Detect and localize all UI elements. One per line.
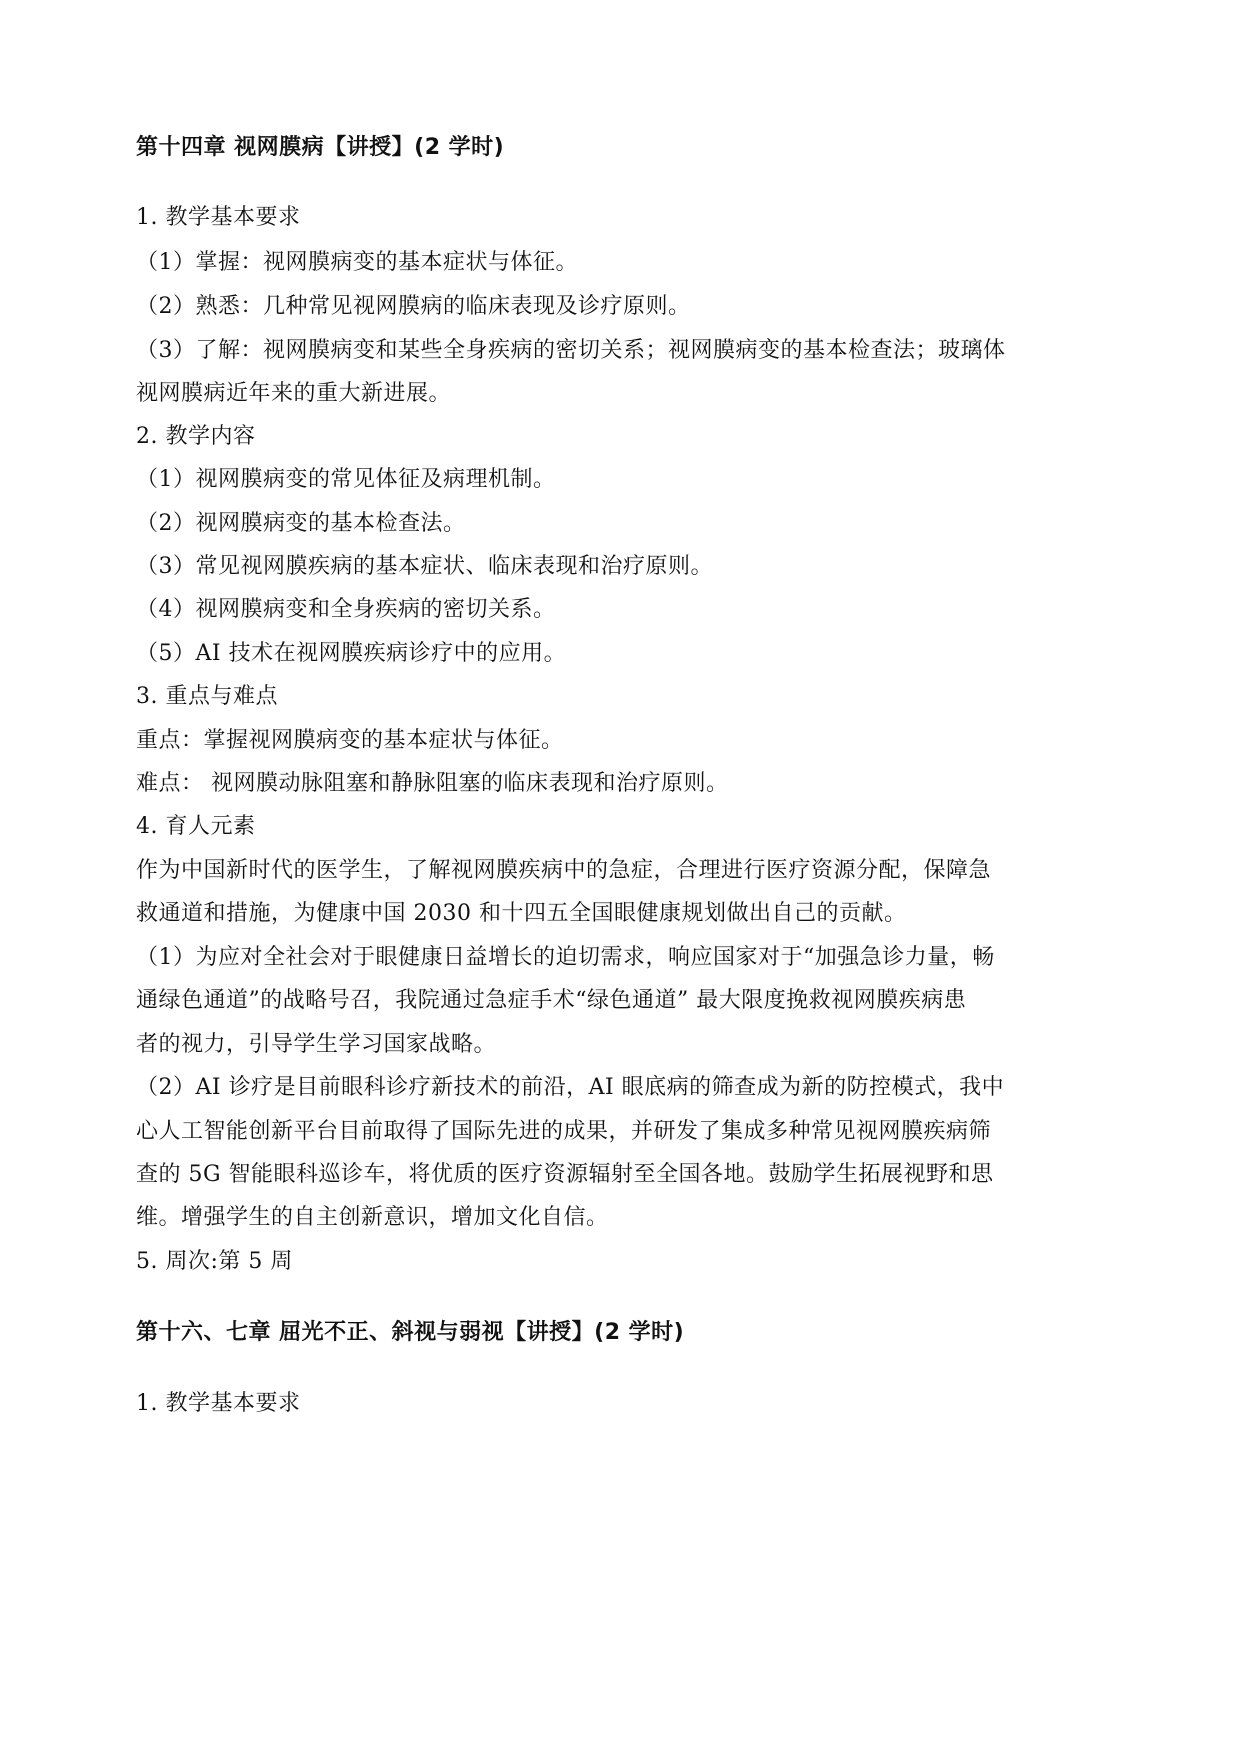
education-intro-line-2: 救通道和措施，为健康中国 2030 和十四五全国眼健康规划做出自己的贡献。 <box>136 901 907 926</box>
section-key-points-title: 3. 重点与难点 <box>136 684 278 709</box>
content-item-3: （3）常见视网膜疾病的基本症状、临床表现和治疗原则。 <box>136 554 713 579</box>
content-item-4: （4）视网膜病变和全身疾病的密切关系。 <box>136 597 556 622</box>
education-item-2-line-4: 维。增强学生的自主创新意识，增加文化自信。 <box>136 1205 609 1230</box>
key-point: 重点：掌握视网膜病变的基本症状与体征。 <box>136 728 564 753</box>
requirement-item-2: （2）熟悉：几种常见视网膜病的临床表现及诊疗原则。 <box>136 294 691 319</box>
requirement-item-3-line-1: （3）了解：视网膜病变和某些全身疾病的密切关系；视网膜病变的基本检查法；玻璃体 <box>136 338 1006 363</box>
content-item-5: （5）AI 技术在视网膜疾病诊疗中的应用。 <box>136 641 567 666</box>
content-item-2: （2）视网膜病变的基本检查法。 <box>136 511 466 536</box>
chapter-16-17-requirements-title: 1. 教学基本要求 <box>136 1391 301 1416</box>
chapter-14-title: 第十四章 视网膜病【讲授】(2 学时) <box>136 135 505 160</box>
section-education-title: 4. 育人元素 <box>136 814 256 839</box>
difficult-point: 难点： 视网膜动脉阻塞和静脉阻塞的临床表现和治疗原则。 <box>136 771 729 796</box>
education-item-1-line-2: 通绿色通道”的战略号召，我院通过急症手术“绿色通道” 最大限度挽救视网膜疾病患 <box>136 988 967 1013</box>
education-intro-line-1: 作为中国新时代的医学生，了解视网膜疾病中的急症，合理进行医疗资源分配，保障急 <box>136 858 992 883</box>
requirement-item-3-line-2: 视网膜病近年来的重大新进展。 <box>136 381 452 406</box>
content-item-1: （1）视网膜病变的常见体征及病理机制。 <box>136 467 556 492</box>
education-item-1-line-3: 者的视力，引导学生学习国家战略。 <box>136 1032 497 1057</box>
section-content-title: 2. 教学内容 <box>136 424 256 449</box>
education-item-1-line-1: （1）为应对全社会对于眼健康日益增长的迫切需求，响应国家对于“加强急诊力量，畅 <box>136 945 995 970</box>
requirement-item-1: （1）掌握：视网膜病变的基本症状与体征。 <box>136 250 578 275</box>
section-requirements-title: 1. 教学基本要求 <box>136 205 301 230</box>
education-item-2-line-1: （2）AI 诊疗是目前眼科诊疗新技术的前沿，AI 眼底病的筛查成为新的防控模式，我中 <box>136 1075 1005 1100</box>
education-item-2-line-3: 查的 5G 智能眼科巡诊车，将优质的医疗资源辐射至全国各地。鼓励学生拓展视野和思 <box>136 1162 994 1187</box>
chapter-16-17-title: 第十六、七章 屈光不正、斜视与弱视【讲授】(2 学时) <box>136 1320 685 1345</box>
education-item-2-line-2: 心人工智能创新平台目前取得了国际先进的成果，并研发了集成多种常见视网膜疾病筛 <box>136 1119 992 1144</box>
section-week: 5. 周次:第 5 周 <box>136 1249 293 1274</box>
